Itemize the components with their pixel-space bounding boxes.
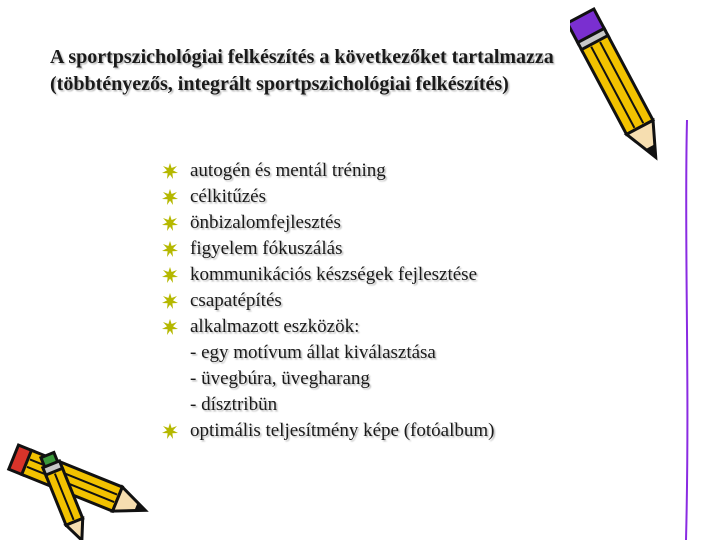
list-item-text: optimális teljesítmény képe (fotóalbum)	[190, 420, 495, 441]
list-subitem	[160, 340, 620, 366]
list-item	[160, 158, 620, 184]
starburst-bullet-icon	[162, 267, 178, 283]
list-item	[160, 288, 620, 314]
starburst-bullet-icon	[162, 215, 178, 231]
list-subitem-text: - dísztribün	[190, 394, 278, 415]
list-item	[160, 210, 620, 236]
list-item-text: alkalmazott eszközök:	[190, 316, 360, 337]
list-subitem-text: - üvegbúra, üvegharang	[190, 368, 370, 389]
list-item-text: csapatépítés	[190, 290, 282, 311]
list-subitem-text: - egy motívum állat kiválasztása	[190, 342, 436, 363]
slide-title	[50, 44, 670, 98]
list-subitem	[160, 366, 620, 392]
starburst-bullet-icon	[162, 189, 178, 205]
list-item-text: autogén és mentál tréning	[190, 160, 386, 181]
list-item	[160, 262, 620, 288]
crossed-pencils-icon	[0, 425, 170, 540]
list-item-text: kommunikációs készségek fejlesztése	[190, 264, 478, 285]
bullet-list	[160, 158, 620, 444]
vertical-line-decoration	[680, 120, 694, 540]
slide-title-line-2: (többtényezős, integrált sportpszichológiai felkészítés)	[50, 73, 509, 95]
list-item	[160, 418, 620, 444]
list-item-text: célkitűzés	[190, 186, 266, 207]
starburst-bullet-icon	[162, 241, 178, 257]
list-item	[160, 314, 620, 340]
list-item	[160, 184, 620, 210]
list-item	[160, 236, 620, 262]
starburst-bullet-icon	[162, 163, 178, 179]
starburst-bullet-icon	[162, 293, 178, 309]
starburst-bullet-icon	[162, 423, 178, 439]
slide-title-line-1: A sportpszichológiai felkészítés a következőket tartalmazza	[50, 46, 554, 68]
list-subitem	[160, 392, 620, 418]
list-item-text: figyelem fókuszálás	[190, 238, 343, 259]
list-item-text: önbizalomfejlesztés	[190, 212, 341, 233]
starburst-bullet-icon	[162, 319, 178, 335]
